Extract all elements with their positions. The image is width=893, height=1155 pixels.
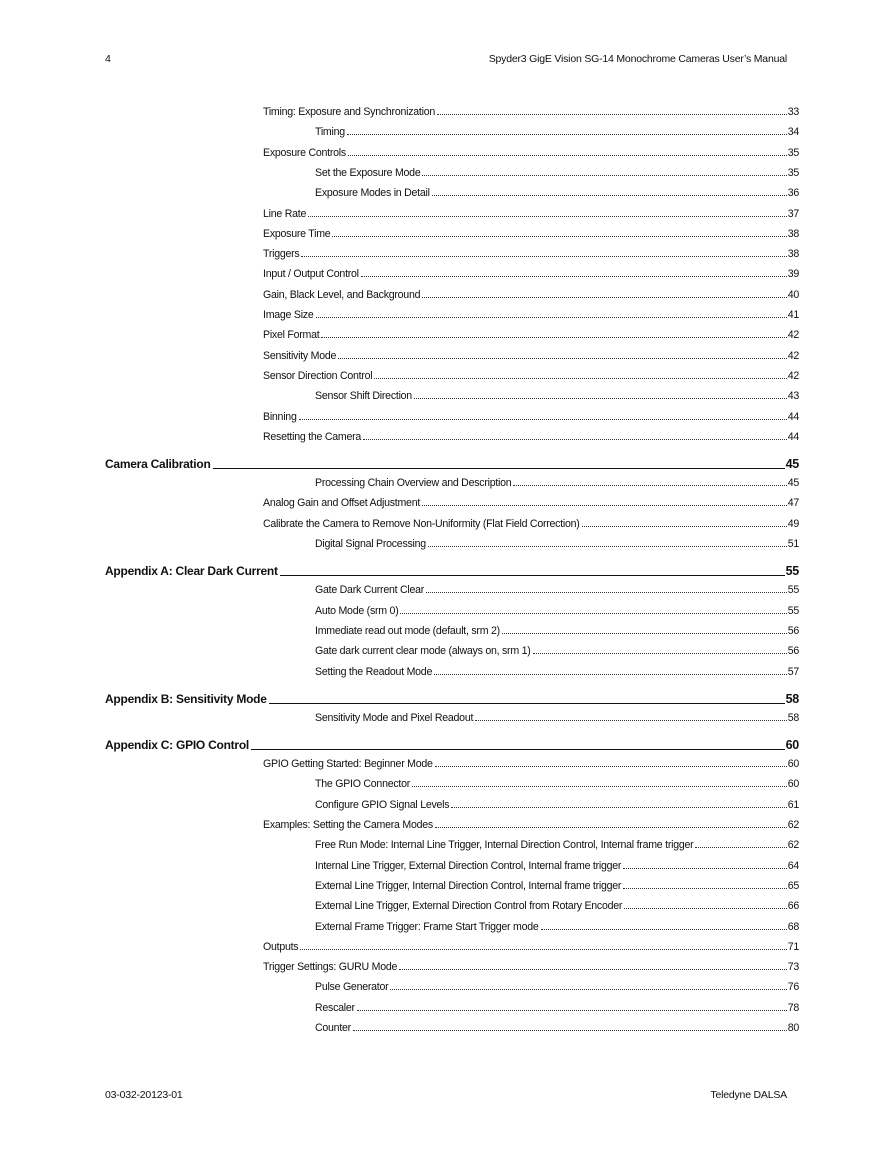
toc-entry-title: Sensitivity Mode and Pixel Readout	[315, 711, 474, 724]
toc-entry	[315, 921, 799, 933]
toc-entry-page: 42	[787, 349, 799, 362]
toc-leader	[624, 907, 787, 909]
toc-entry-title: Exposure Controls	[263, 146, 346, 159]
toc-entry-title: Triggers	[263, 248, 300, 261]
toc-entry-page: 62	[787, 819, 799, 831]
toc-entry-title: Resetting the Camera	[263, 430, 362, 443]
toc-entry-title: Exposure Modes in Detail	[315, 187, 430, 200]
toc-leader	[316, 316, 787, 318]
toc-leader	[432, 194, 787, 196]
toc-entry	[315, 167, 799, 179]
toc-chapter-entry	[105, 457, 799, 471]
toc-leader	[502, 632, 787, 634]
toc-entry-title: Exposure Time	[263, 227, 331, 240]
toc-entry-title: Camera Calibration	[105, 457, 211, 472]
toc-chapter-entry	[105, 564, 799, 578]
toc-entry-page: 49	[787, 517, 799, 530]
toc-entry-title: Gate dark current clear mode (always on, srm 1)	[315, 645, 531, 658]
toc-leader	[428, 545, 787, 547]
toc-entry-title: Appendix C: GPIO Control	[105, 738, 249, 753]
toc-leader	[426, 591, 787, 593]
toc-entry-title: Image Size	[263, 309, 314, 321]
toc-leader	[361, 275, 787, 277]
toc-leader	[623, 887, 787, 889]
toc-entry-title: Trigger Settings: GURU Mode	[263, 961, 398, 974]
toc-entry-title: Binning	[263, 410, 297, 423]
toc-entry-page: 42	[787, 369, 799, 382]
toc-leader	[357, 1009, 787, 1011]
toc-entry-title: Sensitivity Mode	[263, 349, 337, 362]
toc-entry-page: 65	[787, 879, 799, 892]
toc-entry	[315, 666, 799, 678]
toc-entry-title: Pulse Generator	[315, 981, 389, 994]
toc-entry-title: Outputs	[263, 940, 299, 953]
toc-leader	[213, 467, 785, 469]
toc-entry-title: Counter	[315, 1022, 351, 1034]
toc-entry-page: 45	[787, 477, 799, 490]
toc-entry-page: 33	[787, 106, 799, 118]
toc-leader	[435, 765, 787, 767]
toc-leader	[541, 928, 787, 930]
toc-entry-title: External Line Trigger, External Direction Control from Rotary Encoder	[315, 900, 623, 913]
toc-entry-page: 56	[787, 624, 799, 637]
toc-entry-page: 38	[787, 248, 799, 261]
toc-entry	[315, 839, 799, 851]
toc-entry-page: 35	[787, 146, 799, 159]
toc-leader	[422, 296, 786, 298]
toc-entry	[263, 350, 799, 362]
toc-leader	[321, 336, 786, 338]
toc-entry	[263, 370, 799, 382]
toc-entry	[263, 329, 799, 341]
toc-entry-title: Set the Exposure Mode	[315, 166, 421, 179]
toc-entry-title: Rescaler	[315, 1001, 355, 1014]
toc-entry-page: 42	[787, 329, 799, 342]
toc-entry-page: 66	[787, 900, 799, 913]
toc-entry-title: The GPIO Connector	[315, 778, 411, 791]
toc-entry	[315, 880, 799, 892]
toc-entry-page: 60	[787, 758, 799, 771]
toc-leader	[475, 719, 787, 721]
toc-entry-page: 64	[787, 859, 799, 872]
toc-entry	[263, 411, 799, 423]
toc-entry	[263, 228, 799, 240]
toc-entry-page: 39	[787, 268, 799, 281]
toc-leader	[582, 525, 787, 527]
toc-entry-page: 58	[785, 691, 799, 706]
toc-entry	[263, 147, 799, 159]
toc-chapter-entry	[105, 738, 799, 752]
toc-leader	[299, 418, 787, 420]
toc-entry-page: 55	[785, 564, 799, 579]
header-page-number: 4	[105, 53, 111, 65]
toc-leader	[353, 1029, 787, 1031]
toc-entry	[315, 860, 799, 872]
toc-entry	[315, 390, 799, 402]
toc-entry-title: Gate Dark Current Clear	[315, 584, 425, 597]
toc-leader	[348, 154, 787, 156]
toc-entry-title: Setting the Readout Mode	[315, 665, 433, 678]
toc-entry	[315, 645, 799, 657]
toc-entry-page: 34	[787, 126, 799, 139]
toc-leader	[301, 255, 786, 257]
toc-chapter-entry	[105, 692, 799, 706]
toc-entry-title: Appendix B: Sensitivity Mode	[105, 691, 267, 706]
toc-leader	[332, 235, 786, 237]
toc-entry	[315, 625, 799, 637]
toc-leader	[390, 988, 786, 990]
toc-entry-page: 55	[787, 604, 799, 617]
toc-entry	[263, 497, 799, 509]
toc-entry-page: 68	[787, 920, 799, 933]
toc-entry-title: Auto Mode (srm 0)	[315, 604, 399, 617]
toc-entry-title: Gain, Black Level, and Background	[263, 288, 421, 301]
toc-entry	[263, 248, 799, 260]
toc-entry	[263, 309, 799, 321]
toc-leader	[251, 748, 785, 750]
toc-entry-title: GPIO Getting Started: Beginner Mode	[263, 758, 433, 771]
toc-leader	[695, 846, 786, 848]
toc-entry	[263, 106, 799, 118]
toc-entry	[315, 538, 799, 550]
toc-entry-page: 43	[787, 390, 799, 403]
toc-entry-title: Free Run Mode: Internal Line Trigger, Internal Direction Control, Internal frame trigger	[315, 839, 694, 852]
toc-entry-page: 45	[785, 457, 799, 472]
toc-entry-page: 61	[787, 798, 799, 811]
toc-leader	[280, 574, 785, 576]
toc-leader	[399, 968, 787, 970]
toc-entry	[315, 778, 799, 790]
toc-entry-page: 78	[787, 1001, 799, 1014]
toc-entry-page: 56	[787, 645, 799, 658]
toc-entry-title: Sensor Direction Control	[263, 369, 373, 382]
toc-leader	[437, 113, 787, 115]
toc-entry-page: 80	[787, 1022, 799, 1034]
toc-leader	[422, 504, 787, 506]
toc-entry	[315, 1002, 799, 1014]
toc-entry-page: 60	[785, 738, 799, 753]
toc-entry-page: 58	[787, 711, 799, 724]
toc-entry-title: Timing	[315, 126, 345, 139]
toc-entry	[263, 289, 799, 301]
toc-entry	[315, 584, 799, 596]
toc-entry-page: 47	[787, 497, 799, 510]
toc-entry-title: Examples: Setting the Camera Modes	[263, 819, 433, 831]
toc-entry	[263, 268, 799, 280]
toc-entry	[315, 605, 799, 617]
toc-leader	[347, 133, 787, 135]
toc-leader	[308, 215, 787, 217]
toc-entry-page: 57	[787, 665, 799, 678]
toc-entry	[315, 981, 799, 993]
toc-entry-title: Timing: Exposure and Synchronization	[263, 106, 435, 118]
toc-entry-title: Digital Signal Processing	[315, 538, 426, 550]
toc-leader	[451, 806, 786, 808]
toc-entry	[263, 819, 799, 831]
toc-entry	[263, 961, 799, 973]
toc-entry-title: Calibrate the Camera to Remove Non-Uniformity (Flat Field Correction)	[263, 517, 580, 530]
toc-leader	[623, 867, 787, 869]
toc-leader	[434, 673, 787, 675]
toc-entry-title: Input / Output Control	[263, 268, 359, 281]
toc-entry-page: 36	[787, 187, 799, 200]
toc-entry-page: 76	[787, 981, 799, 994]
toc-entry	[315, 712, 799, 724]
toc-entry-title: Pixel Format	[263, 329, 320, 342]
toc-leader	[513, 484, 786, 486]
toc-entry-title: External Frame Trigger: Frame Start Trigger mode	[315, 920, 539, 933]
toc-entry-page: 35	[787, 166, 799, 179]
toc-entry	[315, 900, 799, 912]
toc-leader	[363, 438, 787, 440]
toc-entry-page: 62	[787, 839, 799, 852]
toc-entry	[315, 799, 799, 811]
toc-entry	[315, 126, 799, 138]
toc-entry	[315, 1022, 799, 1034]
toc-entry	[263, 208, 799, 220]
toc-leader	[269, 702, 785, 704]
toc-entry-page: 44	[787, 430, 799, 443]
toc-leader	[533, 652, 787, 654]
toc-leader	[414, 397, 787, 399]
toc-entry-title: Internal Line Trigger, External Direction Control, Internal frame trigger	[315, 859, 622, 872]
toc-entry-page: 44	[787, 410, 799, 423]
toc-entry-page: 60	[787, 778, 799, 791]
toc-entry-page: 55	[787, 584, 799, 597]
toc-entry	[263, 518, 799, 530]
footer-doc-number: 03-032-20123-01	[105, 1089, 183, 1101]
toc-entry-title: Analog Gain and Offset Adjustment	[263, 497, 421, 510]
toc-entry-page: 71	[787, 940, 799, 953]
toc-entry-title: Appendix A: Clear Dark Current	[105, 564, 278, 579]
footer-company: Teledyne DALSA	[710, 1089, 787, 1101]
toc-entry-page: 38	[787, 227, 799, 240]
toc-entry-title: Configure GPIO Signal Levels	[315, 798, 450, 811]
toc-leader	[412, 785, 787, 787]
toc-entry	[315, 187, 799, 199]
toc-entry	[263, 941, 799, 953]
toc-leader	[338, 357, 787, 359]
toc-leader	[400, 612, 786, 614]
toc-entry-title: Line Rate	[263, 207, 307, 220]
toc-entry-title: External Line Trigger, Internal Direction Control, Internal frame trigger	[315, 879, 622, 892]
toc-leader	[374, 377, 786, 379]
toc-leader	[422, 174, 786, 176]
toc-entry-page: 41	[787, 309, 799, 321]
toc-entry-page: 37	[787, 207, 799, 220]
toc-entry	[263, 431, 799, 443]
toc-leader	[435, 826, 787, 828]
toc-entry-page: 73	[787, 961, 799, 974]
toc-entry	[263, 758, 799, 770]
toc-entry-title: Sensor Shift Direction	[315, 390, 412, 403]
toc-entry-page: 51	[787, 538, 799, 550]
toc-entry	[315, 477, 799, 489]
toc-entry-page: 40	[787, 288, 799, 301]
toc-entry-title: Immediate read out mode (default, srm 2)	[315, 624, 500, 637]
toc-entry-title: Processing Chain Overview and Description	[315, 477, 512, 490]
header-manual-title: Spyder3 GigE Vision SG-14 Monochrome Cameras User’s Manual	[488, 53, 787, 65]
toc-leader	[300, 948, 786, 950]
